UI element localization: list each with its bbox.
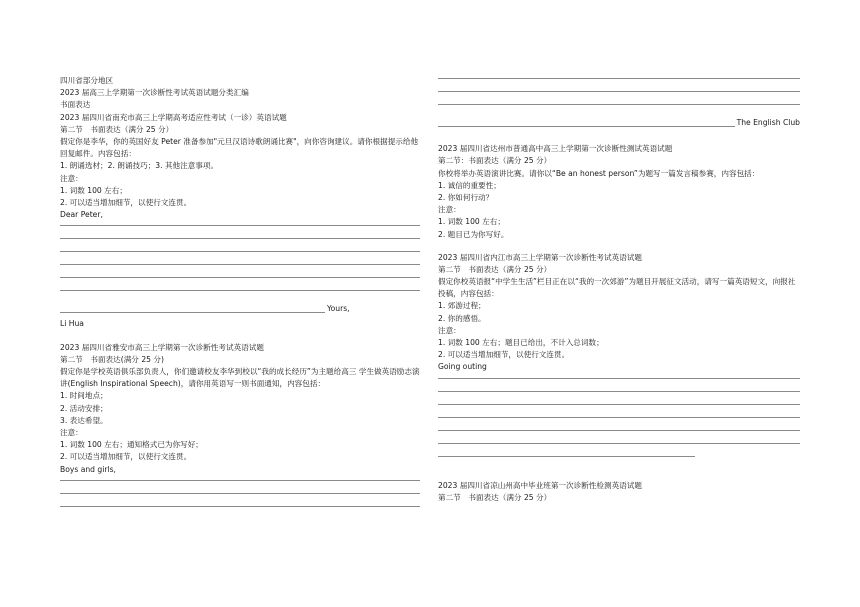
answer-line	[438, 404, 800, 405]
q2-note-2: 2. 可以适当增加细节，以使行文连贯。	[60, 452, 192, 462]
answer-line	[60, 264, 420, 265]
answer-line	[438, 456, 695, 457]
collection-title: 2023 届高三上学期第一次诊断性考试英语试题分类汇编	[60, 88, 249, 98]
q1-note-2: 2. 可以适当增加细节，以使行文连贯。	[60, 197, 192, 207]
q1-prompt: 假定你是李华，你的英国好友 Peter 准备参加"元旦汉语诗歌朗诵比赛"，向你咨询建议。请你根据提示给他回复邮件。内容包括：	[60, 136, 419, 159]
answer-line	[60, 225, 420, 226]
answer-line	[438, 417, 800, 418]
q3-note-1: 1. 词数 100 左右；	[438, 217, 505, 227]
answer-line	[438, 78, 800, 79]
answer-line	[60, 506, 420, 507]
answer-line	[438, 430, 800, 431]
q1-note-1: 1. 词数 100 左右；	[60, 185, 127, 195]
section-label: 书面表达	[60, 100, 91, 110]
club-signature: The English Club	[736, 117, 800, 127]
answer-line	[438, 391, 800, 392]
q4-heading: Going outing	[438, 362, 487, 372]
q2-title: 2023 届四川省雅安市高三上学期第一次诊断性考试英语试题	[60, 342, 264, 352]
q4-part: 第二节 书面表达（满分 25 分）	[438, 264, 552, 274]
right-column	[438, 78, 800, 504]
answer-line	[438, 443, 800, 444]
q2-item-2: 2. 活动安排；	[60, 403, 108, 413]
answer-line	[60, 277, 420, 278]
q1-part: 第二节 书面表达（满分 25 分）	[60, 124, 174, 134]
q3-prompt: 你校将举办英语演讲比赛。请你以“Be an honest person”为题写一篇发言稿参赛，内容包括：	[438, 168, 760, 178]
answer-line	[60, 493, 420, 494]
q2-part: 第二节 书面表达(满分 25 分)	[60, 354, 164, 364]
q3-note-label: 注意：	[438, 205, 461, 215]
answer-line	[438, 126, 735, 127]
q4-note-1: 1. 词数 100 左右；题目已给出，不计入总词数；	[438, 338, 604, 348]
q2-note-label: 注意：	[60, 428, 83, 437]
q1-title: 2023 届四川省南充市高三上学期高考适应性考试（一诊）英语试题	[60, 112, 287, 122]
answer-line	[438, 104, 800, 105]
q1-closing: Yours,	[327, 304, 350, 314]
q4-prompt: 假定你校英语报“中学生生活”栏目正在以“我的一次郊游”为题目开展征文活动，请写一篇英语短文，向报社投稿，内容包括：	[438, 277, 796, 299]
answer-line	[60, 480, 420, 481]
region-label: 四川省部分地区	[60, 76, 114, 85]
q1-points: 1. 朗诵选材；2. 朗诵技巧；3. 其他注意事项。	[60, 161, 219, 171]
left-column	[60, 75, 420, 519]
q2-note-1: 1. 词数 100 左右；通知格式已为你写好；	[60, 440, 203, 450]
q1-signature: Li Hua	[60, 319, 84, 329]
q4-item-1: 1. 郊游过程；	[438, 301, 486, 311]
club-sign-row	[438, 117, 800, 129]
closing-row	[60, 303, 420, 315]
q4-item-2: 2. 你的感悟。	[438, 313, 486, 323]
q3-item-2: 2. 你如何行动？	[438, 192, 494, 202]
q3-part: 第二节：书面表达（满分 25 分）	[438, 156, 552, 166]
q5-part: 第二节 书面表达（满分 25 分）	[438, 492, 552, 502]
q2-item-1: 1. 时间地点；	[60, 391, 108, 401]
q3-note-2: 2. 题目已为你写好。	[438, 229, 509, 239]
q2-opening: Boys and girls,	[60, 464, 116, 474]
q1-salutation: Dear Peter,	[60, 210, 103, 220]
q2-prompt: 假定你是学校英语俱乐部负责人，你们邀请校友李华到校以“我的成长经历”为主题给高三 学生做英语励志演讲(English Inspirational Speech)，请你用英语写一则书面通知，内容包括：	[60, 367, 420, 389]
q2-item-3: 3. 表达希望。	[60, 415, 108, 425]
q5-title: 2023 届四川省凉山州高中毕业班第一次诊断性检测英语试题	[438, 480, 642, 490]
q3-item-1: 1. 诚信的重要性；	[438, 180, 501, 190]
q1-note-label: 注意：	[60, 173, 83, 183]
answer-line	[60, 251, 420, 252]
q4-note-label: 注意：	[438, 325, 461, 335]
answer-line	[60, 238, 420, 239]
answer-line	[60, 312, 325, 313]
answer-line	[438, 378, 800, 379]
answer-line	[60, 290, 420, 291]
q3-title: 2023 届四川省达州市普通高中高三上学期第一次诊断性测试英语试题	[438, 144, 673, 154]
q4-title: 2023 届四川省内江市高三上学期第一次诊断性考试英语试题	[438, 252, 642, 262]
q4-note-2: 2. 可以适当增加细节，以使行文连贯。	[438, 350, 570, 360]
answer-line	[438, 91, 800, 92]
